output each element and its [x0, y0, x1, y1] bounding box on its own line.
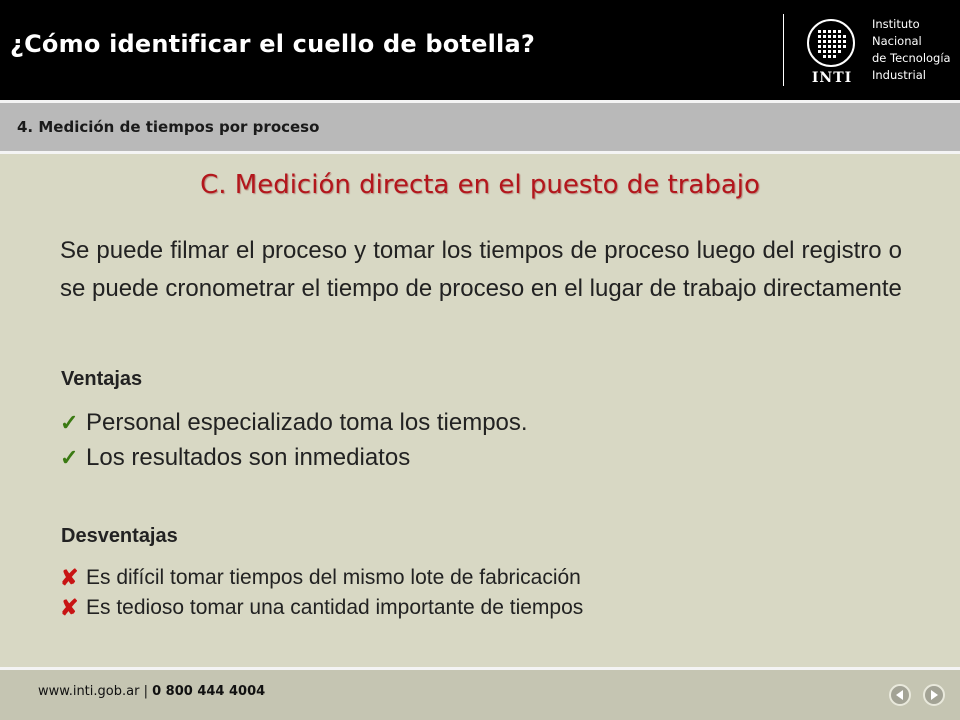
- footer-phone: 0 800 444 4004: [152, 684, 266, 699]
- logo-line: Nacional: [872, 34, 922, 48]
- list-item-text: Personal especializado toma los tiempos.: [86, 408, 528, 436]
- subheader-bar: [0, 103, 960, 151]
- intro-paragraph: Se puede filmar el proceso y tomar los tiempos de proceso luego del registro o se puede cronometrar el tiempo de proceso en el lugar de trabajo directamente: [60, 237, 902, 302]
- logo-wordmark: INTI: [811, 70, 853, 86]
- header-bar: [0, 0, 960, 100]
- slide-title: ¿Cómo identificar el cuello de botella?: [10, 30, 535, 58]
- footer-bar: [0, 670, 960, 720]
- list-item-text: Es difícil tomar tiempos del mismo lote de fabricación: [86, 566, 581, 589]
- footer-url: www.inti.gob.ar: [38, 684, 140, 699]
- subheader-title: 4. Medición de tiempos por proceso: [17, 118, 320, 136]
- previous-slide-icon: [894, 689, 906, 701]
- desventajas-heading: Desventajas: [61, 525, 178, 547]
- list-item: [60, 593, 583, 623]
- list-item-text: Es tedioso tomar una cantidad importante de tiempos: [86, 596, 584, 619]
- previous-slide-button[interactable]: [889, 684, 911, 706]
- logo-line: de Tecnología: [872, 51, 951, 65]
- ventajas-list: [60, 405, 528, 475]
- list-item-text: Los resultados son inmediatos: [86, 443, 411, 471]
- logo-divider: [783, 14, 784, 86]
- checkmark-icon: ✓: [60, 444, 79, 470]
- logo-line: Instituto: [872, 17, 920, 31]
- footer-contact: [38, 684, 265, 699]
- logo-line: Industrial: [872, 68, 926, 82]
- next-slide-button[interactable]: [923, 684, 945, 706]
- next-slide-icon: [928, 689, 940, 701]
- checkmark-icon: ✓: [60, 409, 79, 435]
- footer-separator: |: [143, 684, 148, 699]
- x-mark-icon: ✘: [60, 565, 79, 590]
- list-item: [60, 563, 583, 593]
- list-item: [60, 440, 528, 475]
- divider: [0, 151, 960, 154]
- x-mark-icon: ✘: [60, 595, 79, 620]
- desventajas-list: [60, 563, 583, 623]
- ventajas-heading: Ventajas: [61, 368, 143, 390]
- logo-institution-name: [872, 16, 951, 84]
- section-title: C. Medición directa en el puesto de trabajo: [200, 170, 760, 200]
- inti-logo-icon: [806, 18, 856, 68]
- list-item: [60, 405, 528, 440]
